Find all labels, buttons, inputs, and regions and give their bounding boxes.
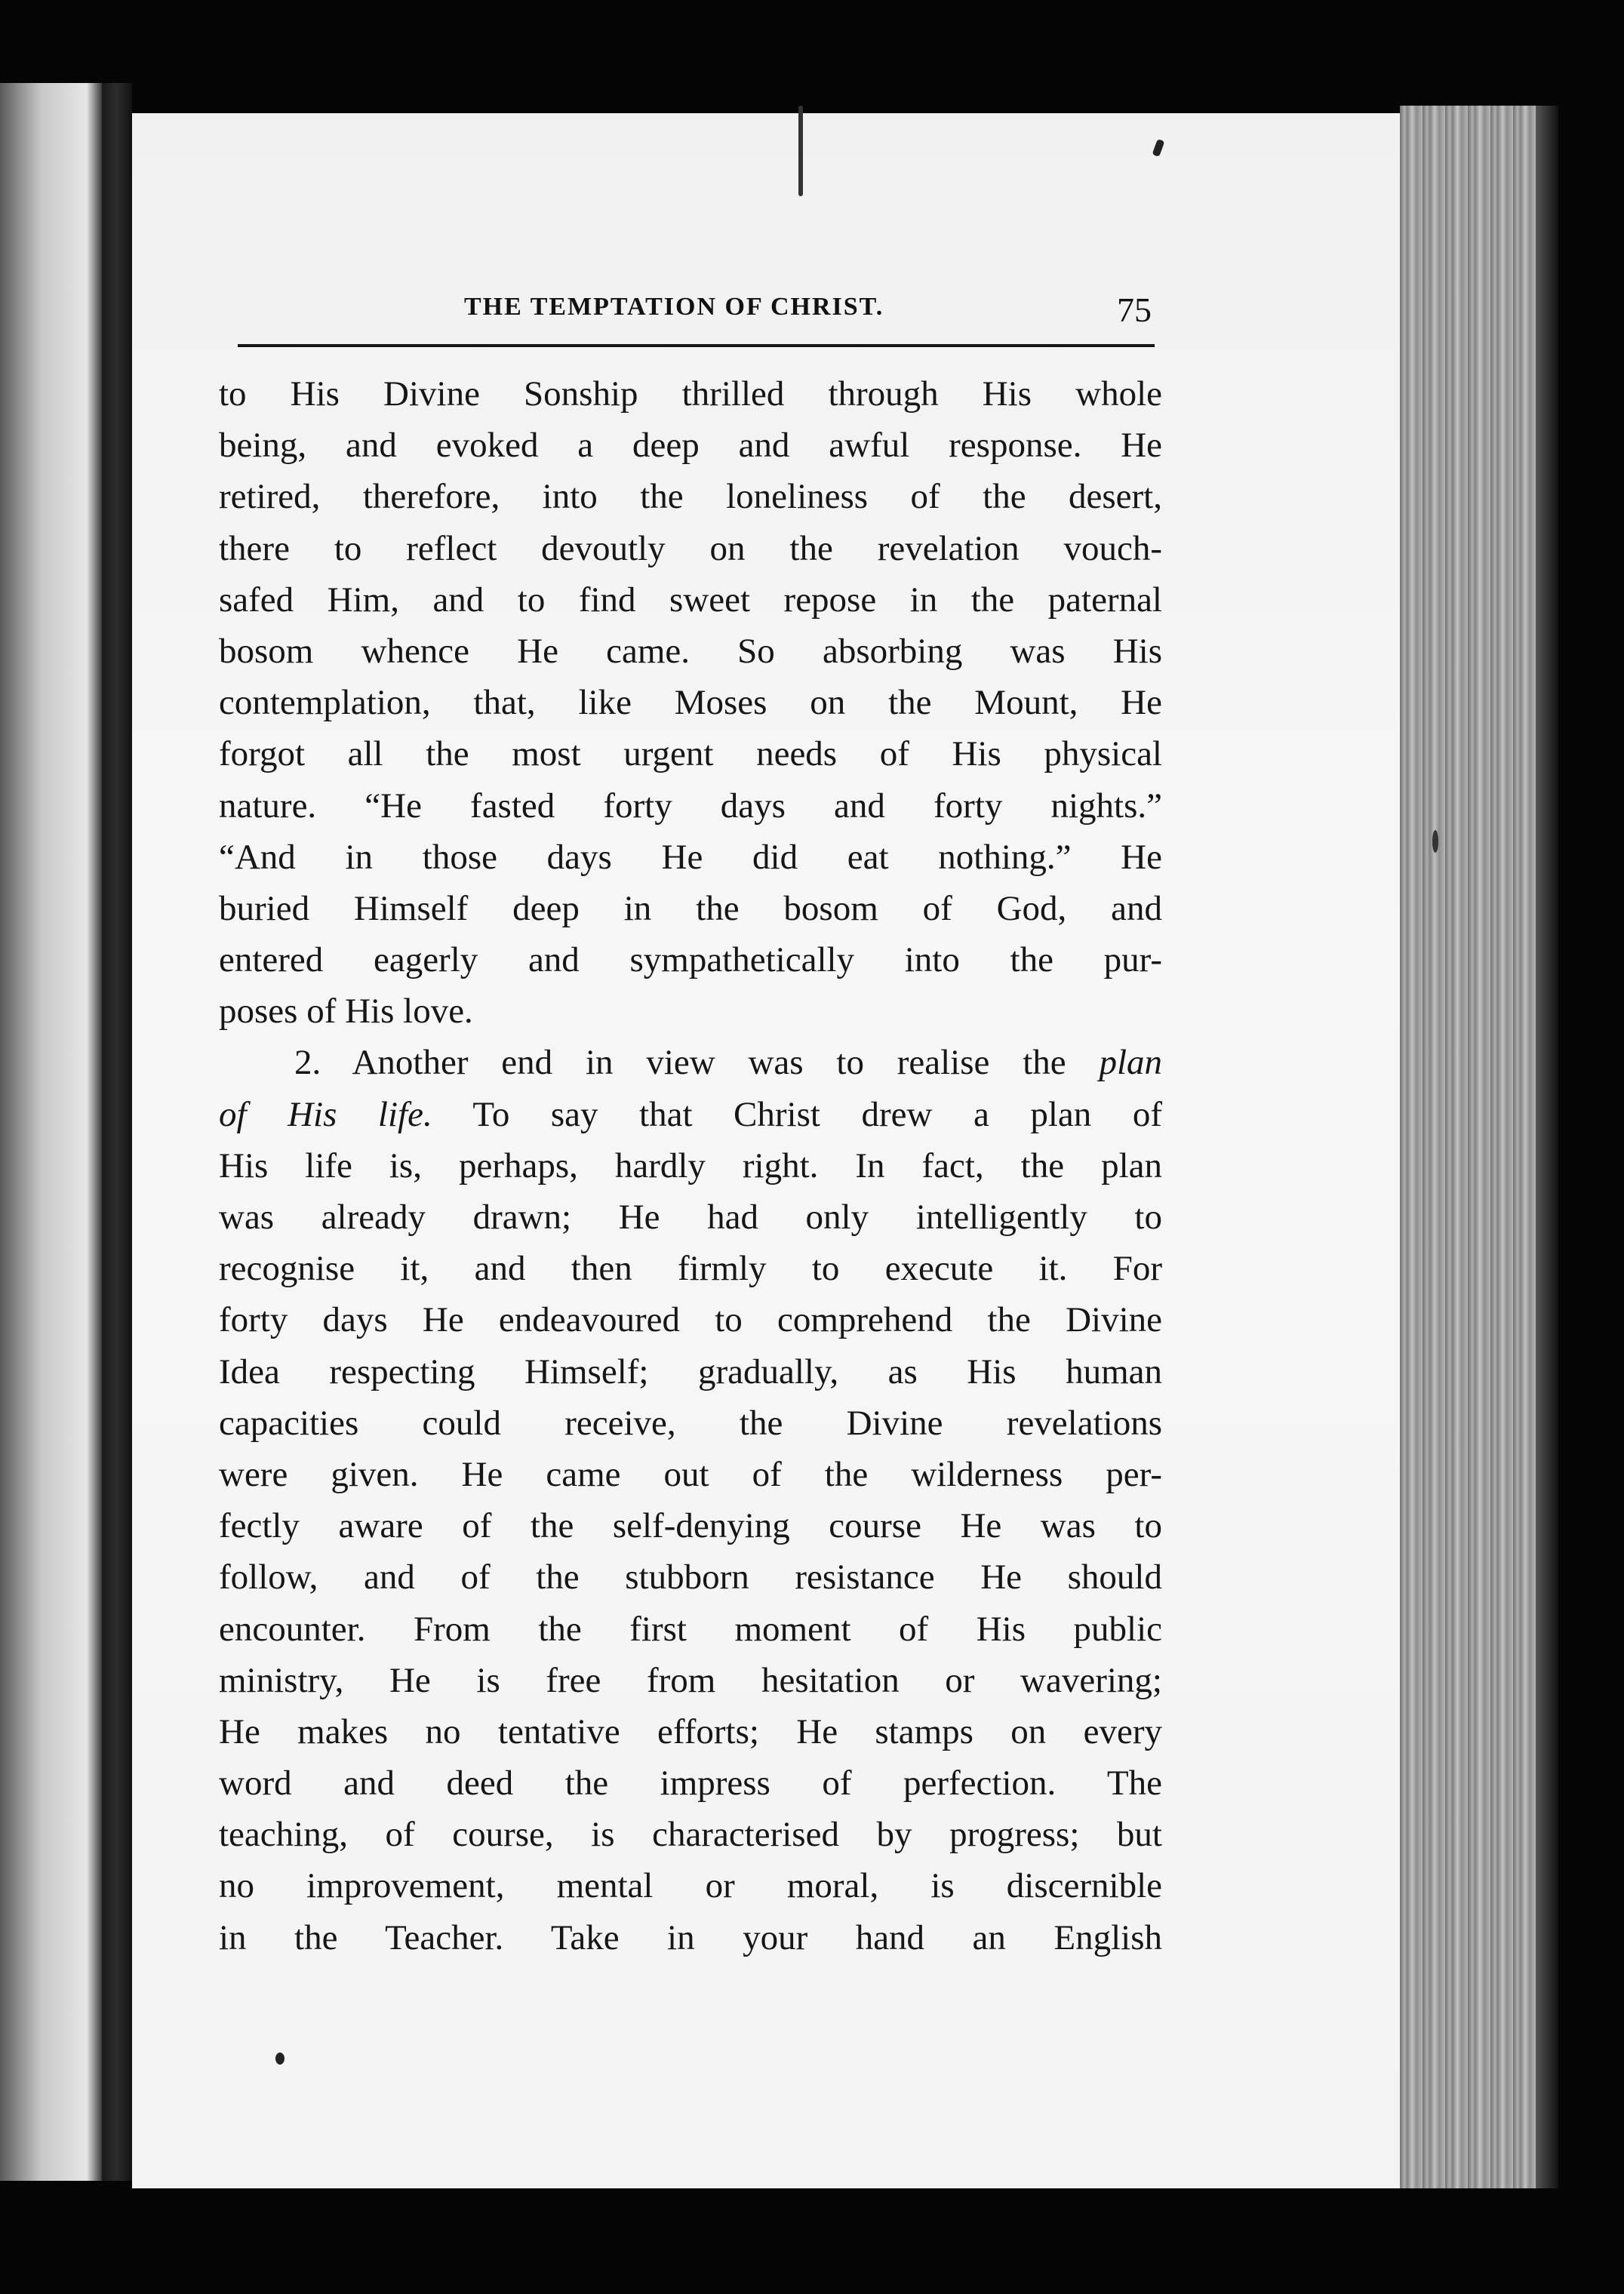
page-edge-shadow (1536, 106, 1558, 2188)
book-gutter (102, 83, 132, 2181)
text-line: were given. He came out of the wilderness per- (219, 1454, 1162, 1494)
text-line: to His Divine Sonship thrilled through His whole (219, 374, 1162, 414)
text-line: “And in those days He did eat nothing.” He (219, 837, 1162, 877)
scan-speck (798, 106, 803, 196)
text-line: was already drawn; He had only intelligently to (219, 1198, 1162, 1237)
text-line: contemplation, that, like Moses on the Mount, He (219, 683, 1162, 723)
text-line: teaching, of course, is characterised by progress; but (219, 1815, 1162, 1855)
text-line: fectly aware of the self-denying course He was to (219, 1506, 1162, 1546)
text-line: capacities could receive, the Divine revelations (219, 1403, 1162, 1443)
text-line: forty days He endeavoured to comprehend the Divine (219, 1300, 1162, 1340)
text-line: He makes no tentative efforts; He stamps on every (219, 1711, 1162, 1751)
text-line: poses of His love. (219, 992, 473, 1032)
scan-speck (275, 2053, 285, 2065)
text-line: forgot all the most urgent needs of His physical (219, 734, 1162, 774)
italic-run: of His life. (219, 1094, 432, 1134)
header-rule (238, 344, 1155, 347)
text-line: His life is, perhaps, hardly right. In fact, the plan (219, 1145, 1162, 1185)
scan-speck (1432, 830, 1438, 853)
text-line: safed Him, and to find sweet repose in the paternal (219, 580, 1162, 620)
page-number: 75 (1117, 291, 1152, 329)
text-run: To say that Christ drew a plan of (472, 1094, 1162, 1134)
italic-run: plan (1099, 1043, 1162, 1083)
page-stack-edges (1400, 106, 1536, 2188)
text-line: nature. “He fasted forty days and forty nights.” (219, 786, 1162, 826)
text-line: in the Teacher. Take in your hand an English (219, 1917, 1162, 1957)
text-line: being, and evoked a deep and awful response. He (219, 426, 1162, 466)
text-line: bosom whence He came. So absorbing was His (219, 631, 1162, 671)
text-line: no improvement, mental or moral, is discernible (219, 1866, 1162, 1906)
text-line: retired, therefore, into the loneliness of the desert, (219, 477, 1162, 517)
paragraph-2-second-line (219, 1089, 1162, 1140)
body-text (219, 368, 1162, 1963)
text-line: recognise it, and then firmly to execute it. For (219, 1249, 1162, 1289)
text-line: Idea respecting Himself; gradually, as His human (219, 1351, 1162, 1391)
text-line: word and deed the impress of perfection. The (219, 1764, 1162, 1804)
paragraph-2-first-line (219, 1037, 1162, 1088)
text-line: ministry, He is free from hesitation or wavering; (219, 1660, 1162, 1700)
text-line: entered eagerly and sympathetically into the pur- (219, 940, 1162, 980)
text-line: follow, and of the stubborn resistance He should (219, 1558, 1162, 1597)
text-line: buried Himself deep in the bosom of God, and (219, 888, 1162, 928)
text-line: there to reflect devoutly on the revelation vouch- (219, 528, 1162, 568)
facing-page-edge (0, 83, 102, 2181)
running-head-title: THE TEMPTATION OF CHRIST. (464, 293, 884, 321)
text-run: 2. Another end in view was to realise the (294, 1043, 1066, 1083)
text-line: encounter. From the first moment of His public (219, 1609, 1162, 1649)
